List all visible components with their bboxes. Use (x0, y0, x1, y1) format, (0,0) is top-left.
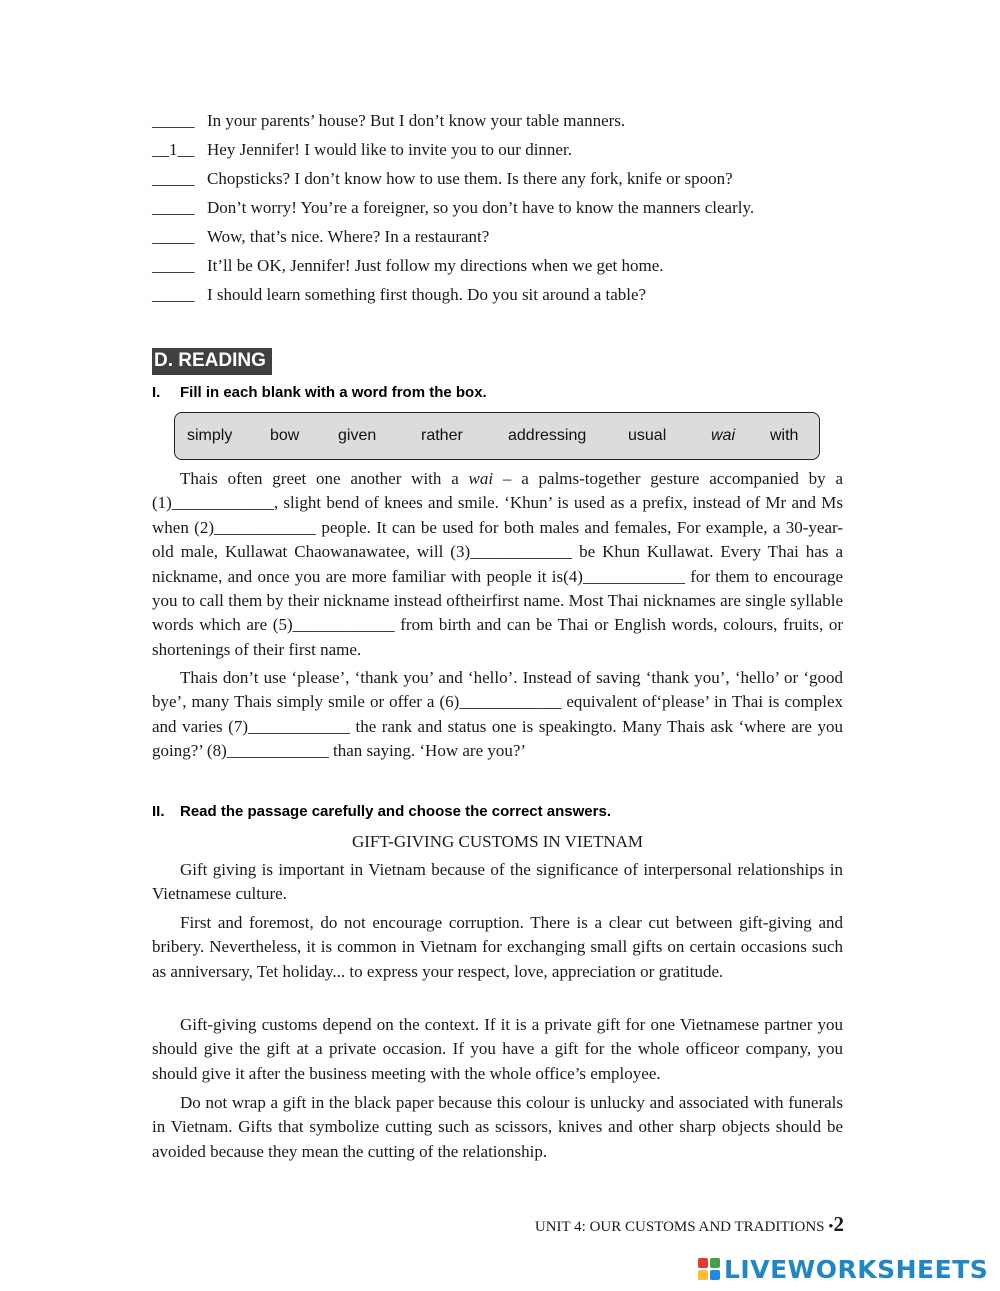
dialogue-text: Chopsticks? I don’t know how to use them. Is there any fork, knife or spoon? (207, 169, 733, 188)
order-blank[interactable]: _____ (152, 285, 195, 304)
word-box-item: rather (421, 427, 463, 444)
dialogue-list (152, 110, 852, 313)
order-blank[interactable]: _____ (152, 227, 195, 246)
wai-term: wai (468, 469, 494, 488)
word-box-item: usual (628, 427, 667, 444)
logo-square (710, 1270, 720, 1280)
dialogue-text: It’ll be OK, Jennifer! Just follow my directions when we get home. (207, 256, 664, 275)
footer-unit: UNIT 4: OUR CUSTOMS AND TRADITIONS • (534, 1219, 834, 1235)
logo-square (698, 1258, 708, 1268)
logo-square (698, 1270, 708, 1280)
page-number: 2 (833, 1212, 844, 1236)
word-box-item: wai (711, 427, 736, 444)
dialogue-text: I should learn something first though. Do you sit around a table? (207, 285, 647, 304)
dialogue-line (152, 226, 852, 255)
dialogue-line (152, 284, 852, 313)
liveworksheets-brand[interactable] (698, 1254, 988, 1284)
cloze-text: Thais often greet one another with a (180, 469, 469, 488)
word-box-item: simply (187, 427, 233, 444)
order-blank[interactable]: _____ (152, 198, 195, 217)
dialogue-line (152, 139, 852, 168)
dialogue-text: In your parents’ house? But I don’t know your table manners. (207, 111, 626, 130)
part2-instruction-text: Read the passage carefully and choose the correct answers. (180, 803, 612, 820)
brand-name: LIVEWORKSHEETS (724, 1254, 989, 1284)
dialogue-line (152, 168, 852, 197)
logo-square (710, 1258, 720, 1268)
dialogue-text: Hey Jennifer! I would like to invite you to our dinner. (207, 140, 572, 159)
word-box-item: given (338, 427, 377, 444)
word-box-item: addressing (508, 427, 587, 444)
order-blank[interactable]: _____ (152, 169, 195, 188)
order-blank[interactable]: __1__ (152, 140, 195, 159)
part1-instruction (152, 384, 487, 401)
part2-number: II. (152, 803, 165, 820)
part1-instruction-text: Fill in each blank with a word from the box. (180, 384, 487, 401)
passage-title: GIFT-GIVING CUSTOMS IN VIETNAM (351, 832, 644, 851)
word-box-item: bow (270, 427, 300, 444)
cloze-paragraph-1 (152, 467, 843, 662)
page-footer (535, 1212, 844, 1237)
dialogue-line (152, 197, 852, 226)
order-blank[interactable]: _____ (152, 111, 195, 130)
dialogue-text: Don’t worry! You’re a foreigner, so you don’t have to know the manners clearly. (207, 198, 755, 217)
dialogue-text: Wow, that’s nice. Where? In a restaurant? (207, 227, 490, 246)
part2-instruction (152, 803, 611, 820)
passage-paragraph: First and foremost, do not encourage corruption. There is a clear cut between gift-giving and bribery. Nevertheless, it is common in Vietnam for exchanging small gifts on certain occasions such as anniversary, Tet holiday... to express your respect, love, appreciation or gratitude. (152, 913, 843, 981)
dialogue-line (152, 110, 852, 139)
section-heading: D. READING (152, 348, 272, 375)
word-box-item: with (770, 427, 799, 444)
passage-paragraph: Gift giving is important in Vietnam because of the significance of interpersonal relationships in Vietnamese culture. (152, 860, 843, 904)
cloze-paragraph-2: Thais don’t use ‘please’, ‘thank you’ and ‘hello’. Instead of saving ‘thank you’, ‘hello’ or ‘good bye’, many Thais simply smile or offer a (6)____________ equivalent of‘please’ in Thai is complex and varies (7)____________ the rank and status one is speakingto. Many Thais ask ‘where are you going?’ (8)____________ than saying. ‘How are you?’ (152, 668, 843, 761)
dialogue-line (152, 255, 852, 284)
liveworksheets-logo-icon (698, 1258, 720, 1280)
part1-number: I. (152, 384, 161, 401)
passage-paragraph: Gift-giving customs depend on the context. If it is a private gift for one Vietnamese partner you should give the gift at a private occasion. If you have a gift for the whole officeor company, you should give it after the business meeting with the whole office’s employee. (152, 1015, 843, 1083)
cloze-text: – a palms-together gesture accompanied by a (1)____________, slight bend of knees and smile. ‘Khun’ is used as a prefix, instead of Mr and Ms when (2)____________ people. It can be used for both males and females, For example, a 30-year-old male, Kullawat Chaowanawatee, will (3)____________ be Khun Kullawat. Every Thai has a nickname, and once you are more familiar with people it is(4)____________ for them to encourage you to call them by their nickname instead oftheirfirst name. Most Thai nicknames are single syllable words which are (5)____________ from birth and can be Thai or English words, colours, fruits, or shortenings of their first name. (152, 469, 844, 659)
passage-paragraph: Do not wrap a gift in the black paper because this colour is unlucky and associated with funerals in Vietnam. Gifts that symbolize cutting such as scissors, knives and other sharp objects should be avoided because they mean the cutting of the relationship. (152, 1093, 843, 1161)
word-box (174, 412, 820, 460)
order-blank[interactable]: _____ (152, 256, 195, 275)
